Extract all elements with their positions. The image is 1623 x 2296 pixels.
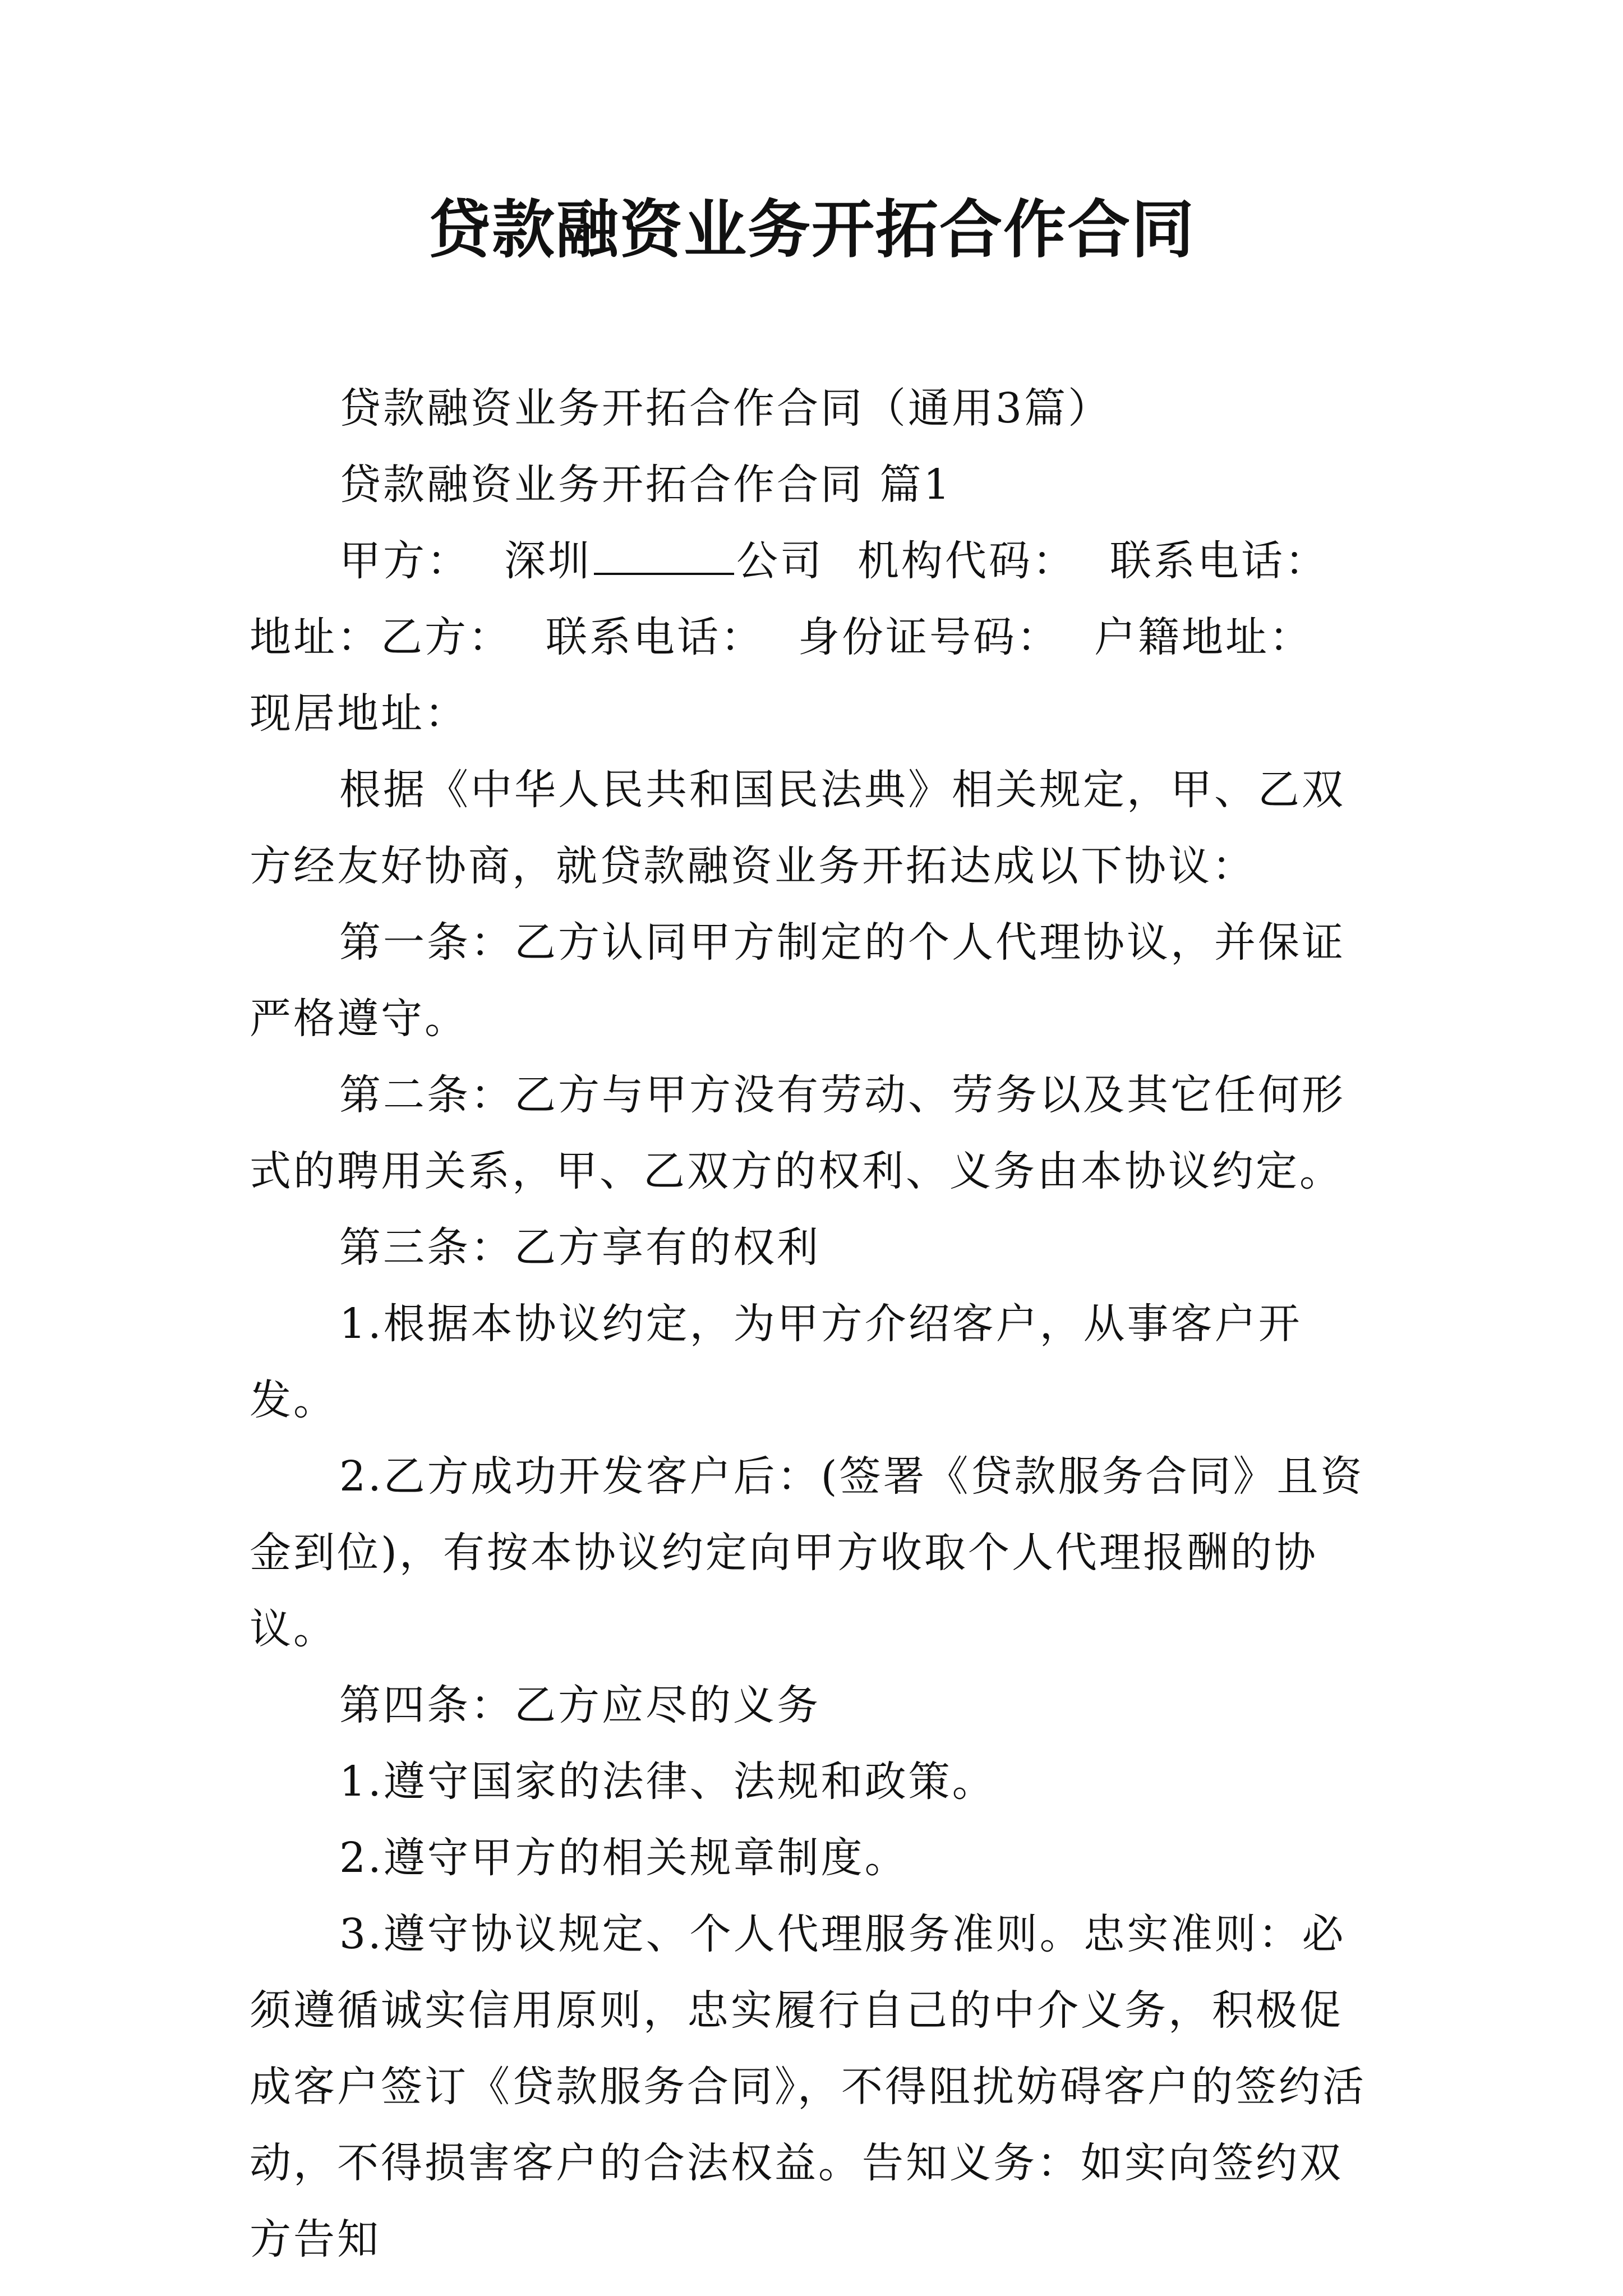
paragraph: 第二条：乙方与甲方没有劳动、劳务以及其它任何形式的聘用关系，甲、乙双方的权利、义务由本协议约定。 xyxy=(250,1071,1345,1195)
party-a-line xyxy=(250,523,1382,599)
phone-label-a: 联系电话： xyxy=(1110,537,1329,585)
paragraph: 3.遵守协议规定、个人代理服务准则。忠实准则：必须遵循诚实信用原则，忠实履行自己的中介义务，积极促成客户签订《贷款服务合同》，不得阻扰妨碍客户的签约活动，不得损害客户的合法权益。告知义务：如实向签约双方告知 xyxy=(250,1910,1366,2263)
company-name-blank xyxy=(594,539,734,575)
phone-label-b: 联系电话： xyxy=(546,613,764,661)
party-a-label: 甲方： xyxy=(339,537,471,585)
paragraph: 2.遵守甲方的相关规章制度。 xyxy=(339,1834,909,1882)
document-title: 贷款融资业务开拓合作合同 xyxy=(428,193,1195,266)
subtitle-general: 贷款融资业务开拓合作合同（通用3篇） xyxy=(339,384,1112,432)
paragraph: 1.根据本协议约定，为甲方介绍客户，从事客户开发。 xyxy=(250,1300,1302,1424)
institution-code-label: 机构代码： xyxy=(857,537,1076,585)
party-b-label: 乙方： xyxy=(381,613,512,661)
paragraph: 1.遵守国家的法律、法规和政策。 xyxy=(339,1757,996,1806)
current-address-line: 现居地址： xyxy=(250,689,468,738)
paragraph: 第三条：乙方享有的权利 xyxy=(339,1223,820,1272)
address-label-a: 地址： xyxy=(250,613,381,661)
paragraph: 根据《中华人民共和国民法典》相关规定，甲、乙双方经友好协商，就贷款融资业务开拓达成以下协议： xyxy=(250,766,1345,890)
household-address-label: 户籍地址： xyxy=(1094,613,1313,661)
party-b-line xyxy=(250,599,1382,675)
id-number-label: 身份证号码： xyxy=(798,613,1061,661)
party-a-company-suffix: 公司 xyxy=(736,537,824,585)
paragraph: 第四条：乙方应尽的义务 xyxy=(339,1681,820,1729)
party-a-city: 深圳 xyxy=(504,537,592,585)
paragraph: 2.乙方成功开发客户后：(签署《贷款服务合同》且资金到位)，有按本协议约定向甲方收取个人代理报酬的协议。 xyxy=(250,1452,1364,1653)
paragraph: 第一条：乙方认同甲方制定的个人代理协议，并保证严格遵守。 xyxy=(250,918,1345,1043)
document-body xyxy=(250,370,1382,2277)
subtitle-part: 贷款融资业务开拓合作合同 篇1 xyxy=(339,461,952,509)
